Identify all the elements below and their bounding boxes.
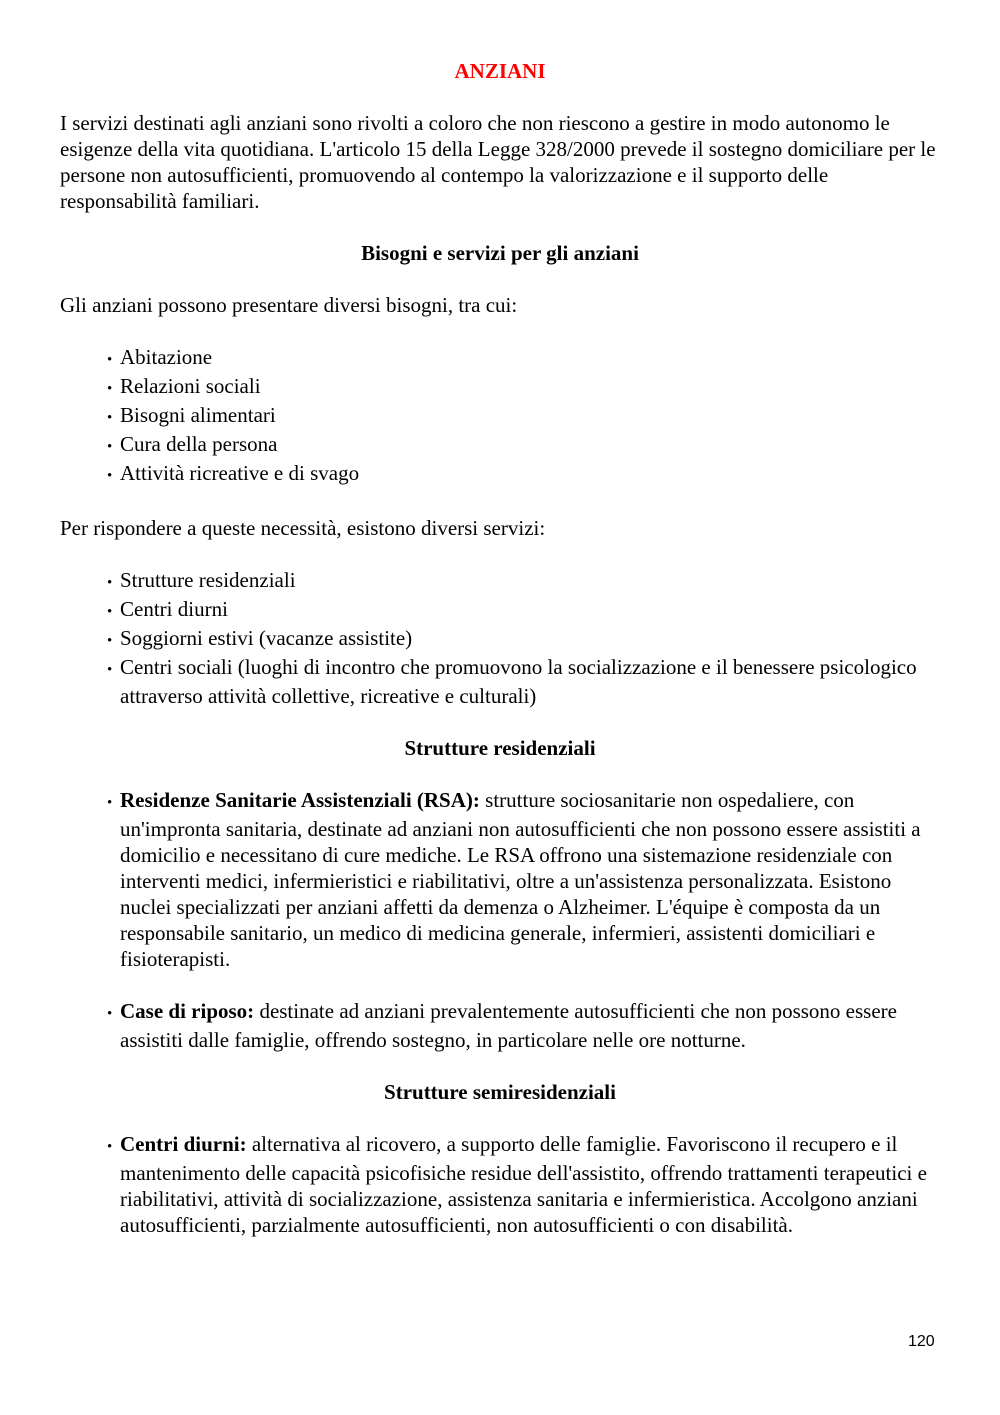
- bullet-icon: •: [107, 575, 113, 591]
- list-item: • Strutture residenziali: [60, 567, 940, 596]
- bullet-icon: •: [107, 633, 113, 649]
- bullet-icon: •: [107, 352, 113, 368]
- list-item: • Centri diurni: [60, 596, 940, 625]
- residential-list: [60, 787, 940, 1053]
- bullet-icon: •: [107, 410, 113, 426]
- list-item: [60, 787, 940, 972]
- term-label: Centri diurni:: [120, 1132, 247, 1156]
- list-item: • Centri sociali (luoghi di incontro che promuovono la socializzazione e il benessere psicologico attraverso attività collettive, ricreative e culturali): [107, 655, 917, 708]
- semiresidential-list: [60, 1131, 940, 1238]
- bullet-icon: •: [107, 1139, 113, 1155]
- bullet-icon: •: [107, 468, 113, 484]
- services-intro-paragraph: Per rispondere a queste necessità, esistono diversi servizi:: [60, 516, 546, 540]
- list-item: • Cura della persona: [60, 431, 940, 460]
- bullet-icon: •: [107, 381, 113, 397]
- needs-section-heading: Bisogni e servizi per gli anziani: [361, 241, 639, 265]
- bullet-icon: •: [107, 604, 113, 620]
- list-item: [60, 1131, 940, 1238]
- semiresidential-section-heading: Strutture semiresidenziali: [384, 1080, 616, 1104]
- intro-paragraph: I servizi destinati agli anziani sono rivolti a coloro che non riescono a gestire in modo autonomo le esigenze della vita quotidiana. L'articolo 15 della Legge 328/2000 prevede il sostegno domiciliare per le persone non autosufficienti, promuovendo al contempo la valorizzazione e il supporto delle responsabilità familiari.: [60, 111, 936, 213]
- bullet-icon: •: [107, 662, 113, 678]
- bullet-icon: •: [107, 439, 113, 455]
- term-label: Case di riposo:: [120, 999, 255, 1023]
- document-page: [60, 58, 940, 1264]
- term-description: alternativa al ricovero, a supporto delle famiglie. Favoriscono il recupero e il mantenimento delle capacità psicofisiche residue dell'assistito, offrendo trattamenti terapeutici e riabilitativi, attività di socializzazione, assistenza sanitaria e infermieristica. Accolgono anziani autosufficienti, parzialmente autosufficienti, non autosufficienti o con disabilità.: [120, 1132, 927, 1237]
- term-description: strutture sociosanitarie non ospedaliere, con un'impronta sanitaria, destinate ad anziani non autosufficienti che non possono essere assistiti a domicilio e necessitano di cure mediche. Le RSA offrono una sistemazione residenziale con interventi medici, infermieristici e riabilitativi, oltre a un'assistenza personalizzata. Esistono nuclei specializzati per anziani affetti da demenza o Alzheimer. L'équipe è composta da un responsabile sanitario, un medico di medicina generale, infermieri, assistenti domiciliari e fisioterapisti.: [120, 788, 921, 971]
- list-item: [60, 998, 940, 1053]
- bullet-icon: •: [107, 1006, 113, 1022]
- needs-intro-paragraph: Gli anziani possono presentare diversi bisogni, tra cui:: [60, 293, 518, 317]
- bullet-icon: •: [107, 795, 113, 811]
- list-item: • Soggiorni estivi (vacanze assistite): [60, 625, 940, 654]
- page-title: ANZIANI: [454, 59, 546, 83]
- list-item: • Relazioni sociali: [60, 373, 940, 402]
- residential-section-heading: Strutture residenziali: [404, 736, 596, 760]
- term-description: destinate ad anziani prevalentemente autosufficienti che non possono essere assistiti dalle famiglie, offrendo sostegno, in particolare nelle ore notturne.: [120, 999, 897, 1052]
- page-number: 120: [908, 1333, 935, 1350]
- list-item: • Attività ricreative e di svago: [60, 460, 940, 489]
- term-label: Residenze Sanitarie Assistenziali (RSA):: [120, 788, 480, 812]
- services-list: [60, 567, 940, 709]
- needs-list: [60, 344, 940, 489]
- list-item: • Abitazione: [60, 344, 940, 373]
- list-item: • Bisogni alimentari: [60, 402, 940, 431]
